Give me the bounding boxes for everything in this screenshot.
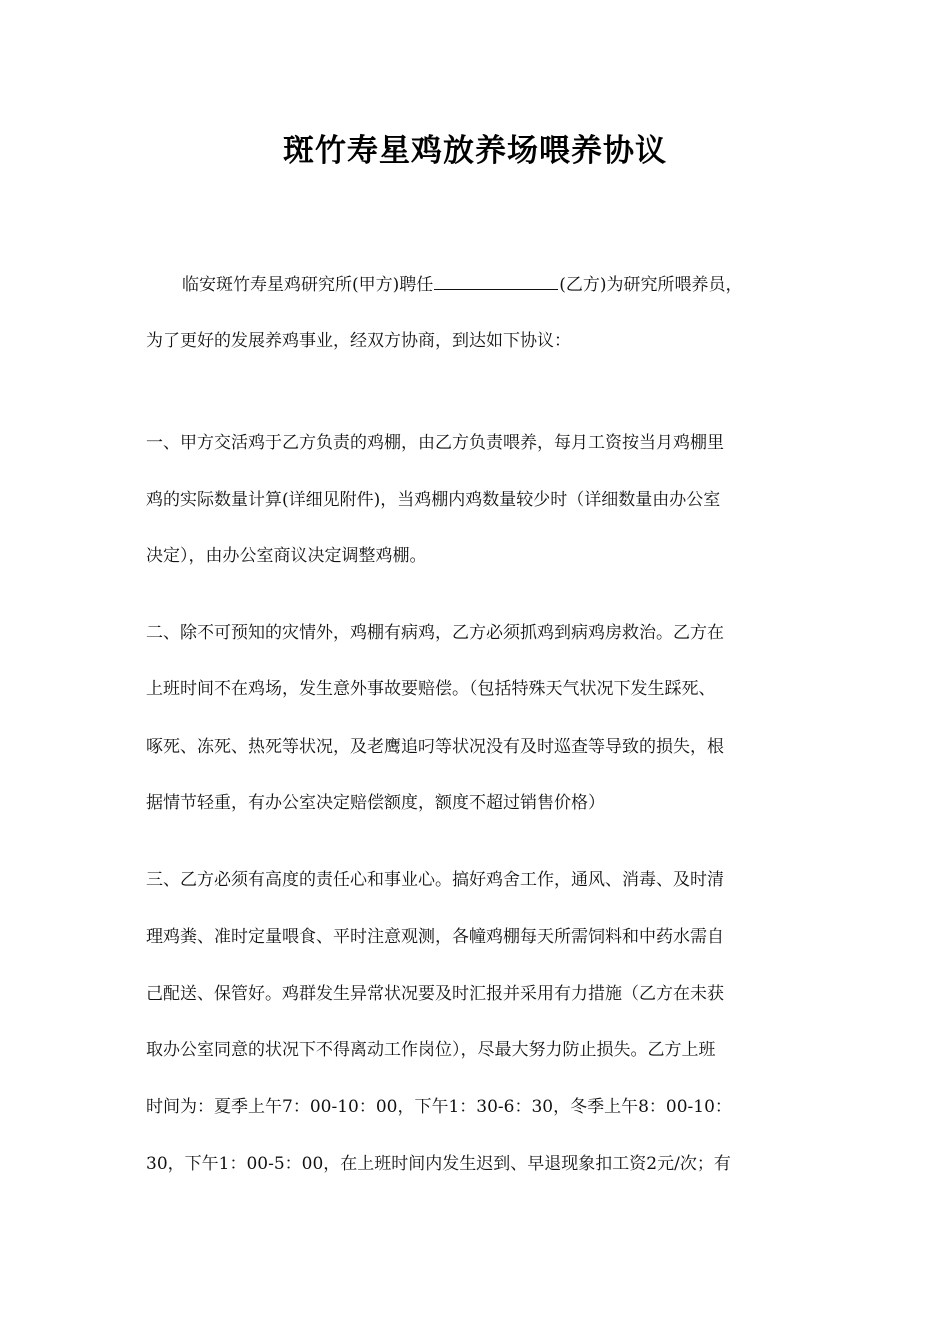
clause-3-line-5: 时间为：夏季上午7：00-10：00，下午1：30-6：30，冬季上午8：00-10： [146, 1097, 732, 1117]
clause-1-line-1: 一、甲方交活鸡于乙方负责的鸡棚，由乙方负责喂养，每月工资按当月鸡棚里 [146, 433, 724, 453]
intro-text-after-blank: (乙方)为研究所喂养员， [559, 275, 743, 295]
clause-2-line-3: 啄死、冻死、热死等状况，及老鹰追叼等状况没有及时巡查等导致的损失，根 [146, 737, 724, 757]
intro-text-before-blank: 临安斑竹寿星鸡研究所(甲方)聘任 [182, 275, 434, 295]
clause-2-line-2: 上班时间不在鸡场，发生意外事故要赔偿。（包括特殊天气状况下发生踩死、 [146, 679, 716, 699]
party-b-name-blank[interactable] [434, 271, 558, 290]
clause-2-line-1: 二、除不可预知的灾情外，鸡棚有病鸡，乙方必须抓鸡到病鸡房救治。乙方在 [146, 623, 724, 643]
clause-1-line-2: 鸡的实际数量计算(详细见附件)，当鸡棚内鸡数量较少时（详细数量由办公室 [146, 490, 721, 510]
clause-3-line-3: 己配送、保管好。鸡群发生异常状况要及时汇报并采用有力措施（乙方在未获 [146, 984, 724, 1004]
intro-line-2: 为了更好的发展养鸡事业，经双方协商，到达如下协议： [146, 331, 571, 351]
clause-3-line-2: 理鸡粪、准时定量喂食、平时注意观测，各幢鸡棚每天所需饲料和中药水需自 [146, 927, 724, 947]
clause-3-line-4: 取办公室同意的状况下不得离动工作岗位），尽最大努力防止损失。乙方上班 [146, 1040, 716, 1060]
clause-2-line-4: 据情节轻重，有办公室决定赔偿额度，额度不超过销售价格） [146, 793, 605, 813]
clause-3-line-1: 三、乙方必须有高度的责任心和事业心。搞好鸡舍工作，通风、消毒、及时清 [146, 870, 724, 890]
intro-line-1 [182, 271, 852, 298]
clause-1-line-3: 决定），由办公室商议决定调整鸡棚。 [146, 546, 427, 566]
document-title: 斑竹寿星鸡放养场喂养协议 [283, 133, 667, 169]
clause-3-line-6: 30，下午1：00-5：00，在上班时间内发生迟到、早退现象扣工资2元/次；有 [146, 1154, 731, 1174]
